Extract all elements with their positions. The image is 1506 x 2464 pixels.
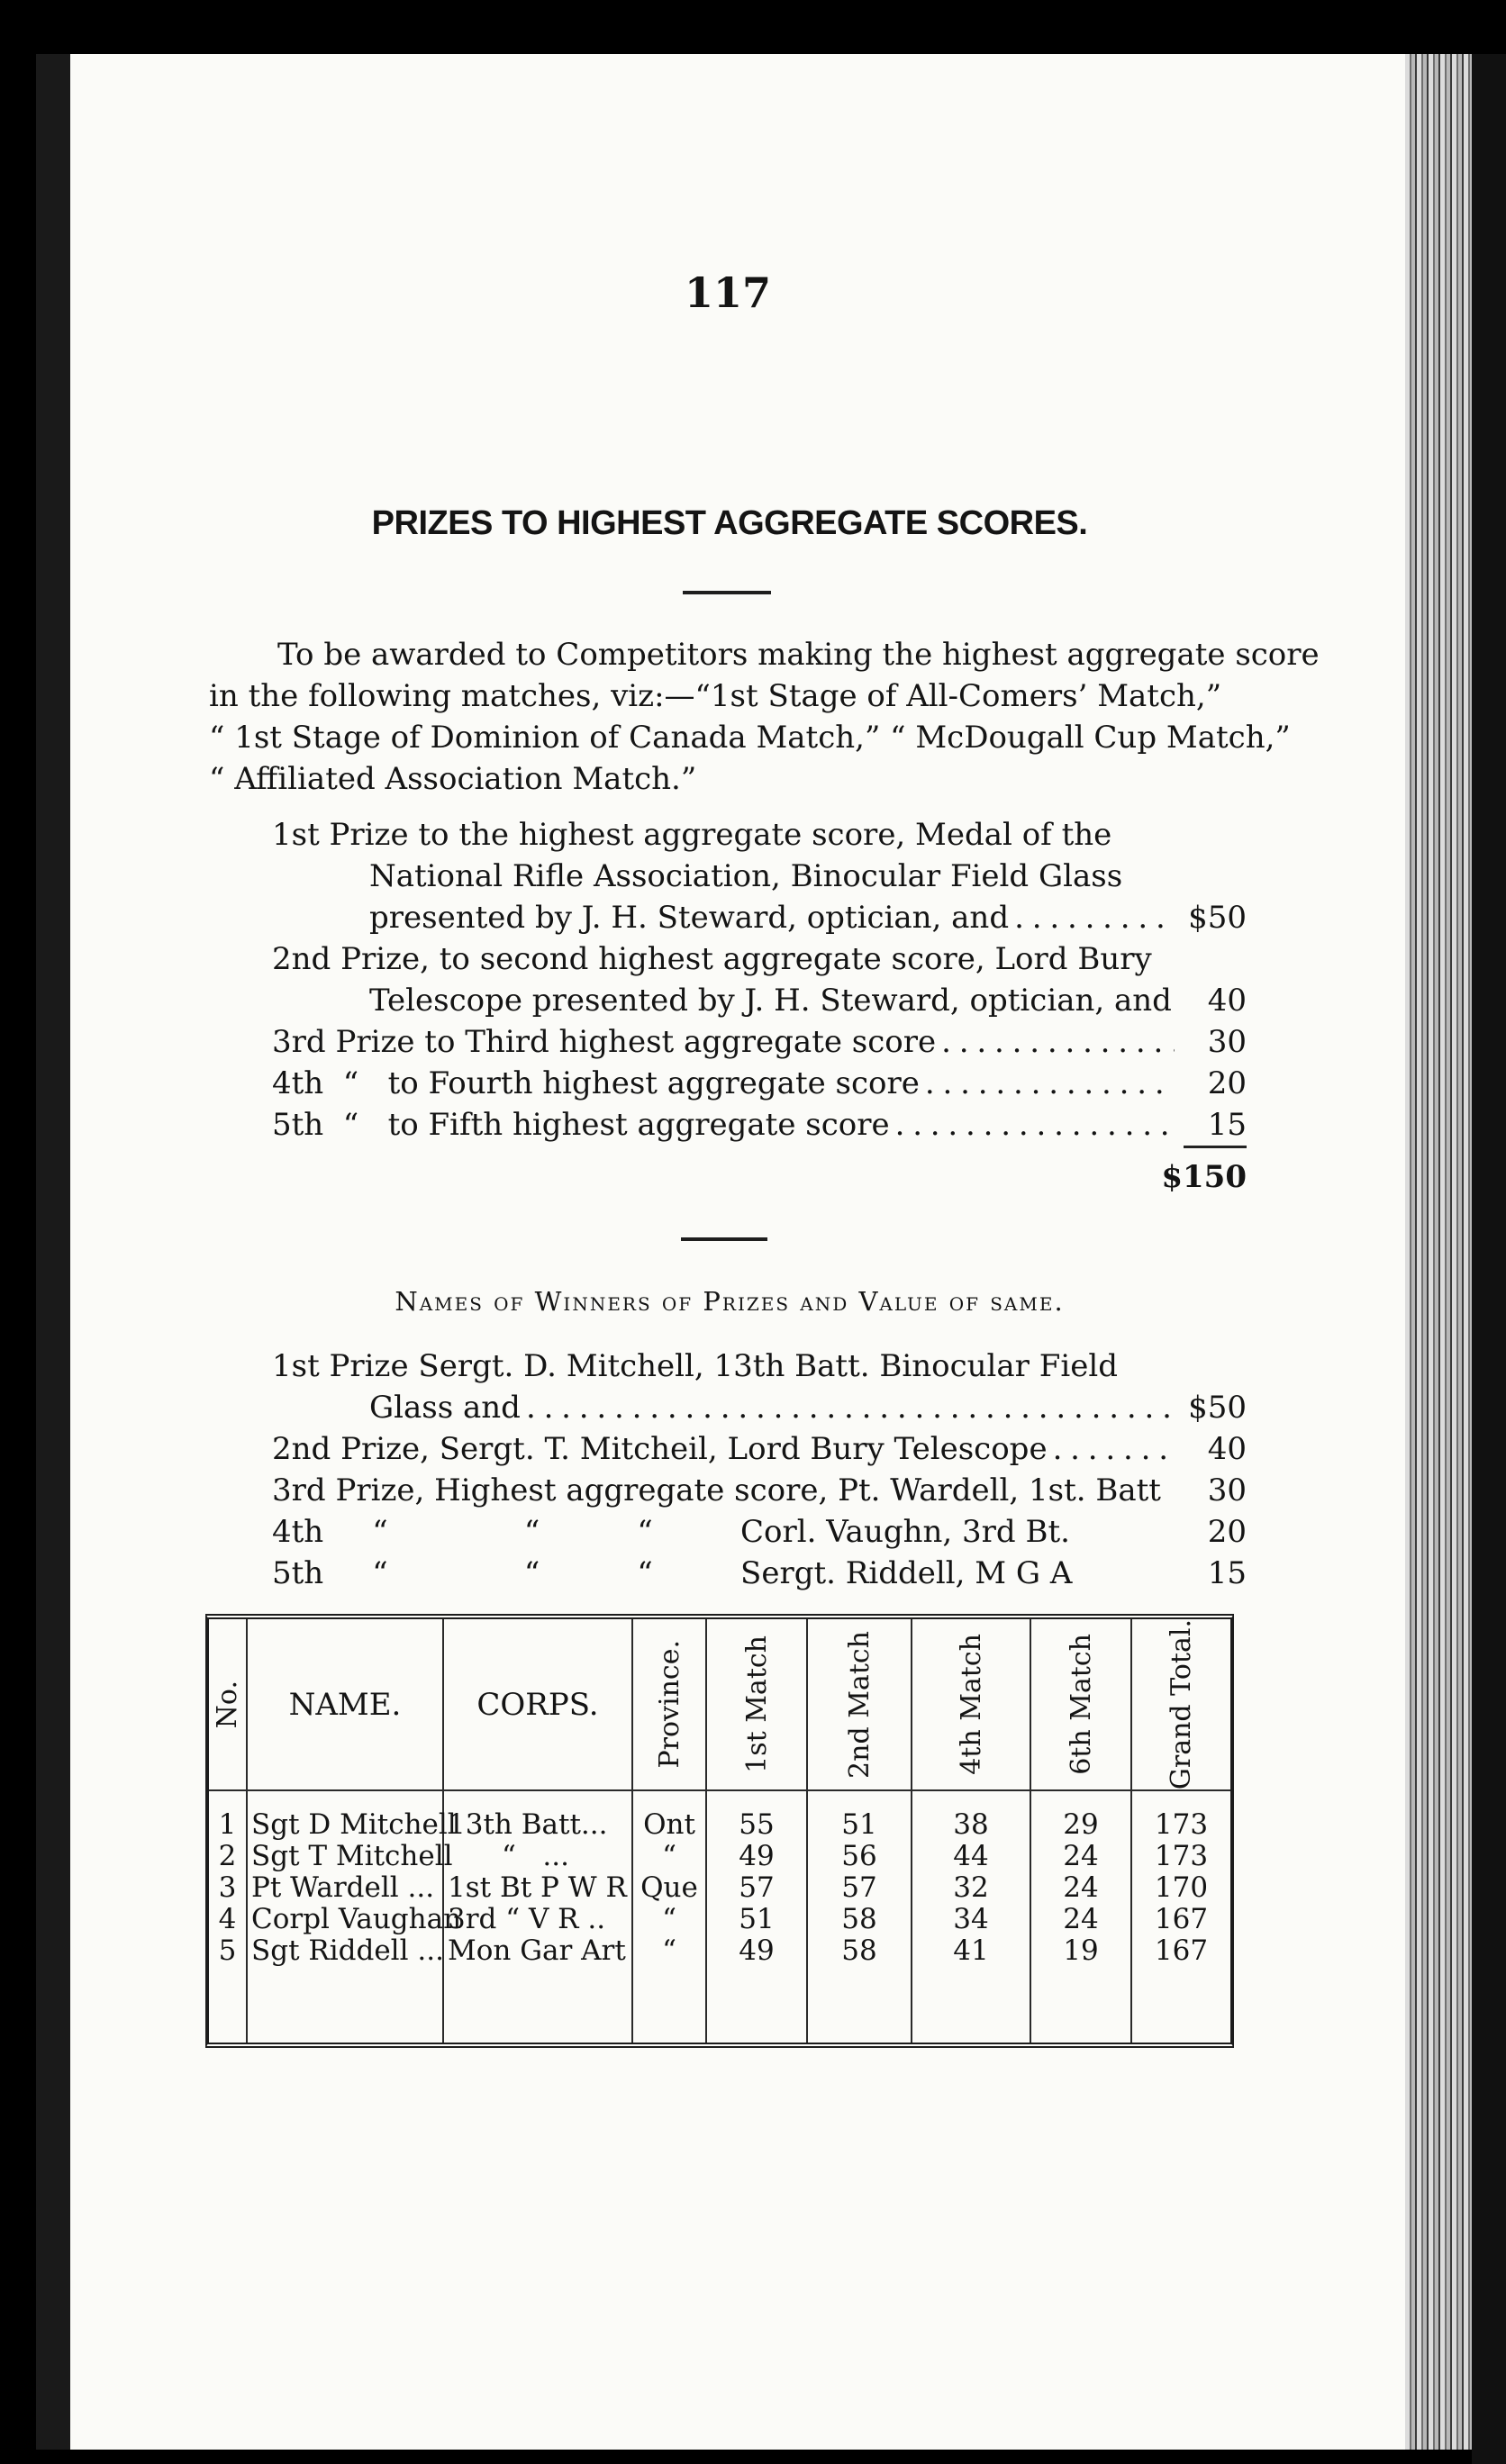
dot-leader	[521, 1387, 1175, 1428]
col-header-1st-match: 1st Match	[706, 1619, 807, 1790]
table-cell: 58	[841, 1934, 877, 1968]
intro-line: “ Affiliated Association Match.”	[209, 761, 697, 797]
table-cell: 1st Bt P W R	[448, 1871, 627, 1905]
winner-line: 1st Prize Sergt. D. Mitchell, 13th Batt. Binocular Field	[272, 1348, 1118, 1384]
score-table	[205, 1614, 1234, 2048]
table-cell: Pt Wardell ...	[251, 1871, 435, 1905]
winner-amount: 20	[1207, 1514, 1247, 1550]
table-cell: “	[662, 1840, 676, 1873]
prize-line: 5th “ to Fifth highest aggregate score . . . 15	[209, 1104, 1247, 1146]
table-cell: 24	[1063, 1840, 1099, 1873]
table-cell: 3	[218, 1871, 237, 1905]
table-cell: 170	[1154, 1871, 1209, 1905]
table-cell: 56	[841, 1840, 877, 1873]
col-header-no: No.	[209, 1619, 247, 1790]
dot-leader	[890, 1104, 1175, 1146]
winners-heading: Names of Winners of Prizes and Value of same.	[395, 1286, 1065, 1317]
prize-amount: 20	[1207, 1065, 1247, 1101]
winner-line: Glass and . . . $50	[209, 1387, 1247, 1428]
table-cell: 38	[953, 1808, 989, 1842]
prize-line: 3rd Prize to Third highest aggregate score . . . 30	[209, 1021, 1247, 1063]
book-spine	[36, 54, 70, 2450]
col-province	[632, 1790, 706, 2043]
table-cell: 29	[1063, 1808, 1099, 1842]
table-cell: 19	[1063, 1934, 1099, 1968]
intro-line: To be awarded to Competitors making the highest aggregate score	[277, 637, 1320, 673]
winners-list	[209, 1345, 1247, 1594]
prize-line: 1st Prize to the highest aggregate score, Medal of the	[272, 817, 1112, 853]
table-cell: 41	[953, 1934, 989, 1968]
table-cell: 2	[218, 1840, 237, 1873]
table-cell: 5	[218, 1934, 237, 1968]
table-cell: Sgt D Mitchell	[251, 1808, 457, 1842]
prize-line: National Rifle Association, Binocular Field Glass	[369, 858, 1123, 894]
table-cell: 34	[953, 1903, 989, 1936]
col-header-2nd-match: 2nd Match	[807, 1619, 912, 1790]
col-corps	[443, 1790, 632, 2043]
page-number: 117	[685, 268, 772, 317]
prize-amount: 15	[1207, 1107, 1247, 1143]
table-cell: 57	[841, 1871, 877, 1905]
book-page	[36, 54, 1441, 2450]
intro-paragraph	[209, 634, 1320, 800]
title-rule	[683, 591, 771, 594]
col-header-grand-total: Grand Total.	[1131, 1619, 1230, 1790]
dot-leader	[1009, 897, 1175, 938]
score-grid	[209, 1619, 1230, 2043]
col-header-corps: CORPS.	[443, 1619, 632, 1790]
table-body	[209, 1790, 1230, 2043]
prize-total: $150	[1161, 1159, 1247, 1195]
table-cell: 57	[739, 1871, 775, 1905]
intro-line: “ 1st Stage of Dominion of Canada Match,” “ McDougall Cup Match,”	[209, 720, 1291, 756]
dot-leader	[936, 1021, 1175, 1063]
col-no	[209, 1790, 247, 2043]
col-4th-match	[912, 1790, 1030, 2043]
scan-border	[1472, 54, 1506, 2464]
prize-line: 2nd Prize, to second highest aggregate score, Lord Bury	[272, 941, 1152, 977]
table-cell: Que	[640, 1871, 698, 1905]
winner-line: 2nd Prize, Sergt. T. Mitcheil, Lord Bury Telescope . . . 40	[209, 1428, 1247, 1470]
dot-leader	[920, 1063, 1175, 1104]
col-header-name: NAME.	[247, 1619, 443, 1790]
table-cell: 58	[841, 1903, 877, 1936]
prize-amount: 30	[1207, 1024, 1247, 1060]
table-cell: 4	[218, 1903, 237, 1936]
prize-amount: 40	[1207, 983, 1247, 1019]
prize-list	[209, 814, 1247, 1200]
table-cell: 24	[1063, 1871, 1099, 1905]
table-cell: 55	[739, 1808, 775, 1842]
table-cell: Ont	[643, 1808, 695, 1842]
winner-amount: 30	[1207, 1472, 1247, 1508]
table-header-row	[209, 1619, 1230, 1790]
table-cell: Sgt T Mitchell	[251, 1840, 453, 1873]
table-cell: 167	[1154, 1903, 1209, 1936]
winner-amount: 40	[1207, 1431, 1247, 1467]
col-header-4th-match: 4th Match	[912, 1619, 1030, 1790]
winner-line: 5th “ “ “ Sergt. Riddell, M G A 15	[209, 1553, 1247, 1594]
prize-amount: $50	[1188, 900, 1247, 936]
table-cell: 32	[953, 1871, 989, 1905]
table-cell: 1	[218, 1808, 237, 1842]
table-cell: “ ...	[502, 1840, 569, 1873]
col-1st-match	[706, 1790, 807, 2043]
dot-leader	[1048, 1428, 1175, 1470]
table-cell: 13th Batt...	[448, 1808, 608, 1842]
total-rule-wrap	[209, 1146, 1247, 1156]
table-cell: 49	[739, 1840, 775, 1873]
table-cell: 51	[739, 1903, 775, 1936]
table-cell: “	[662, 1903, 676, 1936]
table-cell: 44	[953, 1840, 989, 1873]
table-cell: 173	[1154, 1808, 1209, 1842]
prize-line: Telescope presented by J. H. Steward, optician, and 40	[209, 980, 1247, 1021]
col-grand-total	[1131, 1790, 1230, 2043]
prize-line: 4th “ to Fourth highest aggregate score . . . 20	[209, 1063, 1247, 1104]
table-cell: Mon Gar Art	[448, 1934, 626, 1968]
winner-line: 4th “ “ “ Corl. Vaughn, 3rd Bt. 20	[209, 1511, 1247, 1553]
intro-line: in the following matches, viz:—“1st Stage of All-Comers’ Match,”	[209, 678, 1222, 714]
col-2nd-match	[807, 1790, 912, 2043]
section-rule	[681, 1237, 767, 1241]
winner-line: 3rd Prize, Highest aggregate score, Pt. Wardell, 1st. Batt 30	[209, 1470, 1247, 1511]
table-cell: 24	[1063, 1903, 1099, 1936]
table-cell: 51	[841, 1808, 877, 1842]
col-6th-match	[1030, 1790, 1131, 2043]
winner-amount: 15	[1207, 1555, 1247, 1591]
col-header-province: Province.	[632, 1619, 706, 1790]
col-header-6th-match: 6th Match	[1030, 1619, 1131, 1790]
table-cell: Corpl Vaughan	[251, 1903, 462, 1936]
winner-amount: $50	[1188, 1390, 1247, 1426]
table-cell: 49	[739, 1934, 775, 1968]
table-cell: 173	[1154, 1840, 1209, 1873]
total-rule	[1184, 1146, 1247, 1148]
table-cell: 167	[1154, 1934, 1209, 1968]
table-cell: Sgt Riddell ...	[251, 1934, 444, 1968]
table-cell: 3rd “ V R ..	[448, 1903, 606, 1936]
prize-line: presented by J. H. Steward, optician, and . . . $50	[209, 897, 1247, 938]
section-title: PRIZES TO HIGHEST AGGREGATE SCORES.	[371, 504, 1088, 542]
table-cell: “	[662, 1934, 676, 1968]
col-name	[247, 1790, 462, 2043]
